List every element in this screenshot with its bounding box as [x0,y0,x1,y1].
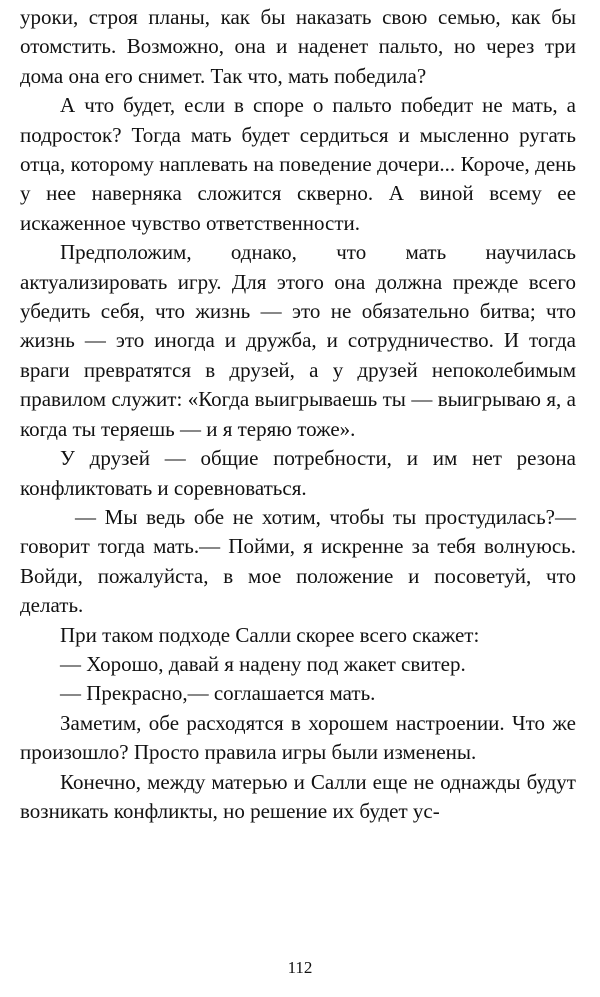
dialogue-line: — Мы ведь обе не хотим, чтобы ты простудилась?— говорит тогда мать.— Пойми, я искренне за тебя волнуюсь. Войди, пожалуйста, в мое положение и посоветуй, что делать. [20,504,576,618]
paragraph: Предположим, однако, что мать научилась актуализировать игру. Для этого она должна прежде всего убедить себя, что жизнь — это не обязательно битва; что жизнь — это иногда и дружба, и сотрудничество. И тогда враги превратятся в друзей, а у друзей непоколебимым правилом служит: «Когда выигрываешь ты — выигрываю я, а когда ты теряешь — и я теряю тоже». [20,240,576,441]
paragraph-continuation: уроки, строя планы, как бы наказать свою семью, как бы отомстить. Возможно, она и наденет пальто, но через три дома она его снимет. Так что, мать победила? [20,5,576,88]
body-text [20,3,576,826]
paragraph: При таком подходе Салли скорее всего скажет: [60,622,480,647]
dialogue-line: — Хорошо, давай я надену под жакет свитер. [60,651,466,676]
paragraph: Заметим, обе расходятся в хорошем настроении. Что же произошло? Просто правила игры были изменены. [20,710,576,765]
dialogue-line: — Прекрасно,— соглашается мать. [60,681,376,706]
paragraph: У друзей — общие потребности, и им нет резона конфликтовать и соревноваться. [20,446,576,500]
paragraph: Конечно, между матерью и Салли еще не однажды будут возникать конфликты, но решение их будет ус- [20,769,576,823]
page-number: 112 [287,958,313,977]
paragraph: А что будет, если в споре о пальто победит не мать, а подросток? Тогда мать будет сердиться и мысленно ругать отца, которому наплевать на поведение дочери... Короче, день у нее наверняка сложится скверно. А виной всему ее искаженное чувство ответственности. [20,93,576,235]
